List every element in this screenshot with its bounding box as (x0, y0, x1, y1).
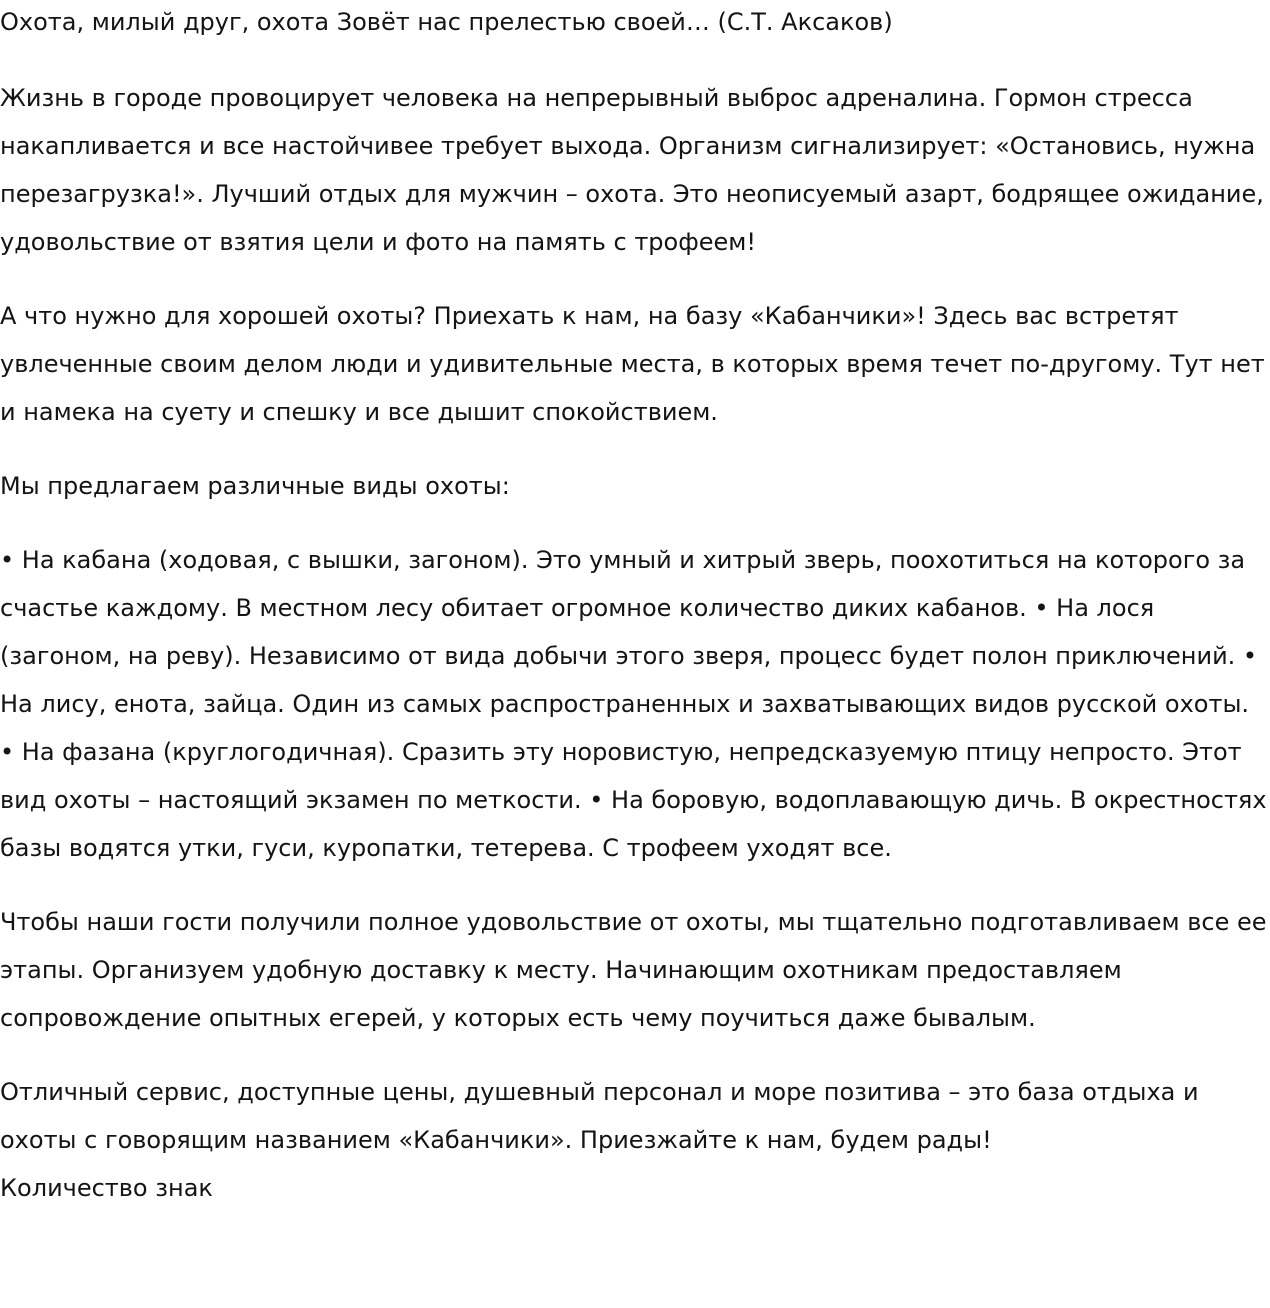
epigraph: Охота, милый друг, охота Зовёт нас прелестью своей… (С.Т. Аксаков) (0, 8, 893, 36)
intro-paragraph: Жизнь в городе провоцирует человека на непрерывный выброс адреналина. Гормон стресса накапливается и все настойчивее требует выхода. Организм сигнализирует: «Остановись, нужна перезагрузка!». Лучший отдых для мужчин – охота. Это неописуемый азарт, бодрящее ожидание, удовольствие от взятия цели и фото на память с трофеем! (0, 84, 1264, 256)
offer-paragraph: А что нужно для хорошей охоты? Приехать к нам, на базу «Кабанчики»! Здесь вас встретят увлеченные своим делом люди и удивительные места, в которых время течет по-другому. Тут нет и намека на суету и спешку и все дышит спокойствием. (0, 302, 1265, 426)
closing-paragraph: Отличный сервис, доступные цены, душевный персонал и море позитива – это база отдыха и охоты с говорящим названием «Кабанчики». Приезжайте к нам, будем рады! (0, 1078, 1199, 1154)
character-count-label: Количество знак (0, 1174, 213, 1202)
hunt-types-heading: Мы предлагаем различные виды охоты: (0, 472, 510, 500)
preparation-paragraph: Чтобы наши гости получили полное удовольствие от охоты, мы тщательно подготавливаем все ее этапы. Организуем удобную доставку к месту. Начинающим охотникам предоставляем сопровождение опытных егерей, у которых есть чему поучиться даже бывалым. (0, 908, 1267, 1032)
hunt-types-list: • На кабана (ходовая, с вышки, загоном). Это умный и хитрый зверь, поохотиться на которого за счастье каждому. В местном лесу обитает огромное количество диких кабанов. • На лося (загоном, на реву). Независимо от вида добычи этого зверя, процесс будет полон приключений. • На лису, енота, зайца. Один из самых распространенных и захватывающих видов русской охоты. • На фазана (круглогодичная). Сразить эту норовистую, непредсказуемую птицу непросто. Этот вид охоты – настоящий экзамен по меткости. • На боровую, водоплавающую дичь. В окрестностях базы водятся утки, гуси, куропатки, тетерева. С трофеем уходят все. (0, 546, 1267, 862)
